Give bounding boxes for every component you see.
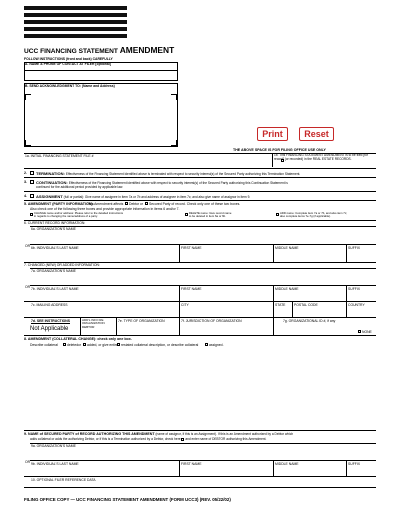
collateral-or: or	[78, 343, 82, 347]
item-2-number: 2.	[24, 171, 27, 175]
collateral-description-input[interactable]	[30, 350, 374, 428]
item-7b-suffix: SUFFIX	[348, 287, 361, 291]
item-9b-middle: MIDDLE NAME	[275, 462, 299, 466]
filing-office-use: THE ABOVE SPACE IS FOR FILING OFFICE USE ONLY	[233, 148, 326, 152]
orgid-none-label: NONE	[362, 330, 372, 334]
v-9-first	[179, 460, 180, 476]
change-name-checkbox[interactable]	[30, 213, 33, 216]
not-applicable-value: Not Applicable	[30, 326, 69, 332]
item-6b-last: 6b. INDIVIDUAL'S LAST NAME	[31, 246, 79, 250]
rule-10-bottom	[24, 487, 376, 488]
item-9b-last: 9b. INDIVIDUAL'S LAST NAME	[31, 462, 79, 466]
rule-10	[24, 476, 376, 477]
print-button[interactable]: Print	[257, 127, 288, 141]
secured-party-label: Secured Party of record. Check only one of these two boxes.	[149, 202, 241, 206]
item-4-number: 4.	[24, 194, 27, 198]
reset-button[interactable]: Reset	[299, 127, 334, 141]
rule-7a	[30, 268, 376, 269]
v-7c-postal	[292, 301, 293, 317]
v-7e-type	[116, 317, 117, 335]
item-9-or: OR	[25, 460, 31, 464]
rule-7c	[24, 301, 376, 302]
item-7c-state: STATE	[275, 303, 286, 307]
collateral-deleted-checkbox[interactable]	[63, 343, 66, 346]
rule-9b	[30, 460, 376, 461]
v-7-suffix	[346, 285, 347, 301]
address-corner-tr	[171, 94, 177, 100]
debtor-label: Debtor	[129, 202, 140, 206]
rule-6b	[30, 244, 376, 245]
secured-party-checkbox[interactable]	[145, 202, 148, 205]
rule-3	[24, 177, 376, 178]
item-7b-first: FIRST NAME	[181, 287, 202, 291]
termination-text: TERMINATION: Effectiveness of the Financing Statement identified above is terminated with respect to security interest(s) of the Secured Party authorizing this Termination Statement.	[36, 171, 301, 176]
item-7c-postal: POSTAL CODE	[294, 303, 318, 307]
item-6b-first: FIRST NAME	[181, 246, 202, 250]
v-7d-addl	[80, 317, 81, 335]
v-9-suffix	[346, 460, 347, 476]
rule-6a	[30, 226, 376, 227]
termination-checkbox[interactable]	[30, 171, 34, 175]
page-title: UCC FINANCING STATEMENT AMENDMENT	[24, 45, 175, 55]
rule-9	[24, 430, 376, 431]
delete-name-label: DELETE name: Give record name to be deleted in item 6a or 6b.	[189, 211, 232, 219]
v-6-first	[179, 244, 180, 262]
collateral-added-checkbox[interactable]	[83, 343, 86, 346]
v-9-middle	[273, 460, 274, 476]
rule-9a	[30, 443, 376, 444]
rule-8	[24, 335, 376, 336]
see-instructions-link[interactable]: 7d. SEE INSTRUCTIONS	[31, 319, 70, 323]
item-6b-suffix: SUFFIX	[348, 246, 361, 250]
rule-7d	[24, 317, 376, 318]
item-10-label: 10. OPTIONAL FILER REFERENCE DATA	[31, 478, 96, 482]
item-6a-label: 6a. ORGANIZATION'S NAME	[31, 227, 76, 231]
address-corner-tl	[25, 94, 31, 100]
v-7-middle	[273, 285, 274, 301]
item-6b-middle: MIDDLE NAME	[275, 246, 299, 250]
collateral-assigned-label: assigned.	[209, 343, 224, 347]
item-6-or: OR	[25, 244, 31, 248]
item-6-title: 6. CURRENT RECORD INFORMATION:	[24, 221, 86, 225]
follow-instructions: FOLLOW INSTRUCTIONS (front and back) CAREFULLY	[24, 57, 113, 61]
item-7c-country: COUNTRY	[348, 303, 365, 307]
item-7-title: 7. CHANGED (NEW) OR ADDED INFORMATION:	[24, 263, 100, 267]
v-6-suffix	[346, 244, 347, 262]
continuation-text-2: continued for the additional period provided by applicable law.	[36, 185, 124, 189]
continuation-text: CONTINUATION: Effectiveness of the Financing Statement identified above with respect to security interest(s) of the Secured Party authorizing this Continuation Statement is	[36, 180, 288, 185]
rule-5	[24, 200, 376, 201]
v-7c-country	[346, 301, 347, 317]
v-7-first	[179, 285, 180, 301]
v-6-middle	[273, 244, 274, 262]
ack-left-edge	[24, 97, 25, 146]
item-9b-first: FIRST NAME	[181, 462, 202, 466]
item-8-title: 8. AMENDMENT (COLLATERAL CHANGE): check only one box.	[24, 337, 132, 341]
item-1b-label: 1b. This FINANCING STATEMENT AMENDMENT is to be filed [for record] (or recorded) in the REAL ESTATE RECORDS.	[274, 153, 368, 161]
delete-name-checkbox[interactable]	[185, 213, 188, 216]
assignment-checkbox[interactable]	[30, 194, 34, 198]
v-7c-state	[273, 301, 274, 317]
add-name-checkbox[interactable]	[276, 213, 279, 216]
item-3-number: 3.	[24, 180, 27, 184]
v-7g-orgid	[273, 317, 274, 335]
ack-right-edge	[177, 97, 178, 146]
item-9-line-1: 9. NAME of SECURED PARTY of RECORD AUTHORIZING THIS AMENDMENT (name of assignor, if this is an Assignment). If this is an Amendment authorized by a Debtor which	[24, 432, 294, 436]
item-5-also: Also check one of the following three boxes and provide appropriate information in items 6 and/or 7.	[30, 207, 180, 211]
item-7f-juris: 7f. JURISDICTION OF ORGANIZATION	[181, 319, 242, 323]
collateral-restated-checkbox[interactable]	[117, 343, 120, 346]
footer-text: FILING OFFICE COPY — UCC FINANCING STATEMENT AMENDMENT (FORM UCC3) (REV. 05/22/02)	[24, 497, 231, 502]
ack-bottom-edge	[24, 146, 178, 147]
item-7c-mailing: 7c. MAILING ADDRESS	[31, 303, 68, 307]
item-5-affects: This Amendment affects	[87, 202, 124, 206]
item-5-title: 5. AMENDMENT (PARTY INFORMATION):	[24, 202, 94, 206]
collateral-assigned-checkbox[interactable]	[205, 343, 208, 346]
collateral-restated-label: restated collateral description, or describe collateral	[121, 343, 199, 347]
item-1a-label: 1a. INITIAL FINANCING STATEMENT FILE #	[25, 154, 94, 158]
debtor-authorizing-checkbox[interactable]	[181, 438, 184, 441]
item-7c-city: CITY	[181, 303, 189, 307]
item-9a-label: 9a. ORGANIZATION'S NAME	[31, 444, 76, 448]
v-7c-city	[179, 301, 180, 317]
collateral-deleted-label: deleted	[67, 343, 79, 347]
rule-4	[24, 191, 376, 192]
continuation-checkbox[interactable]	[30, 180, 34, 184]
collateral-added-label: added, or give entire	[87, 343, 118, 347]
item-7b-middle: MIDDLE NAME	[275, 287, 299, 291]
item-7e-type: 7e. TYPE OF ORGANIZATION	[118, 319, 165, 323]
add-name-label: ADD name: Complete item 7a or 7b, and also item 7c; also complete items 7e-7g (if applicable).	[280, 211, 348, 219]
item-5-or: or	[140, 202, 144, 206]
acknowledgment-label: B. SEND ACKNOWLEDGMENT TO: (Name and Address)	[25, 84, 115, 88]
contact-label: A. NAME & PHONE OF CONTACT AT FILER [optional]	[25, 62, 111, 66]
rule-7b	[30, 285, 376, 286]
v-7f-juris	[179, 317, 180, 335]
item-1-divider	[272, 153, 273, 167]
item-9b-suffix: SUFFIX	[348, 462, 361, 466]
item-7b-last: 7b. INDIVIDUAL'S LAST NAME	[31, 287, 79, 291]
item-7g-orgid: 7g. ORGANIZATIONAL ID #, if any	[283, 319, 336, 323]
assignment-text: ASSIGNMENT (full or partial): Give name of assignee in item 7a or 7b and address of assignee in item 7c; and also give name of assignor in item 9.	[36, 194, 251, 199]
item-7d-addl: ADD'L INFO RE ORGANIZATION DEBTOR	[82, 318, 105, 329]
rule-2	[24, 168, 376, 169]
item-7-or: OR	[25, 285, 31, 289]
item-7a-label: 7a. ORGANIZATION'S NAME	[31, 269, 76, 273]
contact-input[interactable]	[24, 71, 178, 81]
change-name-label: CHANGE name and/or address: Please refer to the detailed instructions in regards to changing the name/address of a party.	[34, 211, 124, 219]
debtor-checkbox[interactable]	[125, 202, 128, 205]
item-9-line-2: adds collateral or adds the authorizing Debtor, or if this is a Termination authorized by a Debtor, check here and enter name of DEBTOR authorizing this Amendment.	[30, 437, 267, 441]
orgid-none-checkbox[interactable]	[358, 330, 361, 333]
describe-collateral-label: Describe collateral	[30, 343, 58, 347]
